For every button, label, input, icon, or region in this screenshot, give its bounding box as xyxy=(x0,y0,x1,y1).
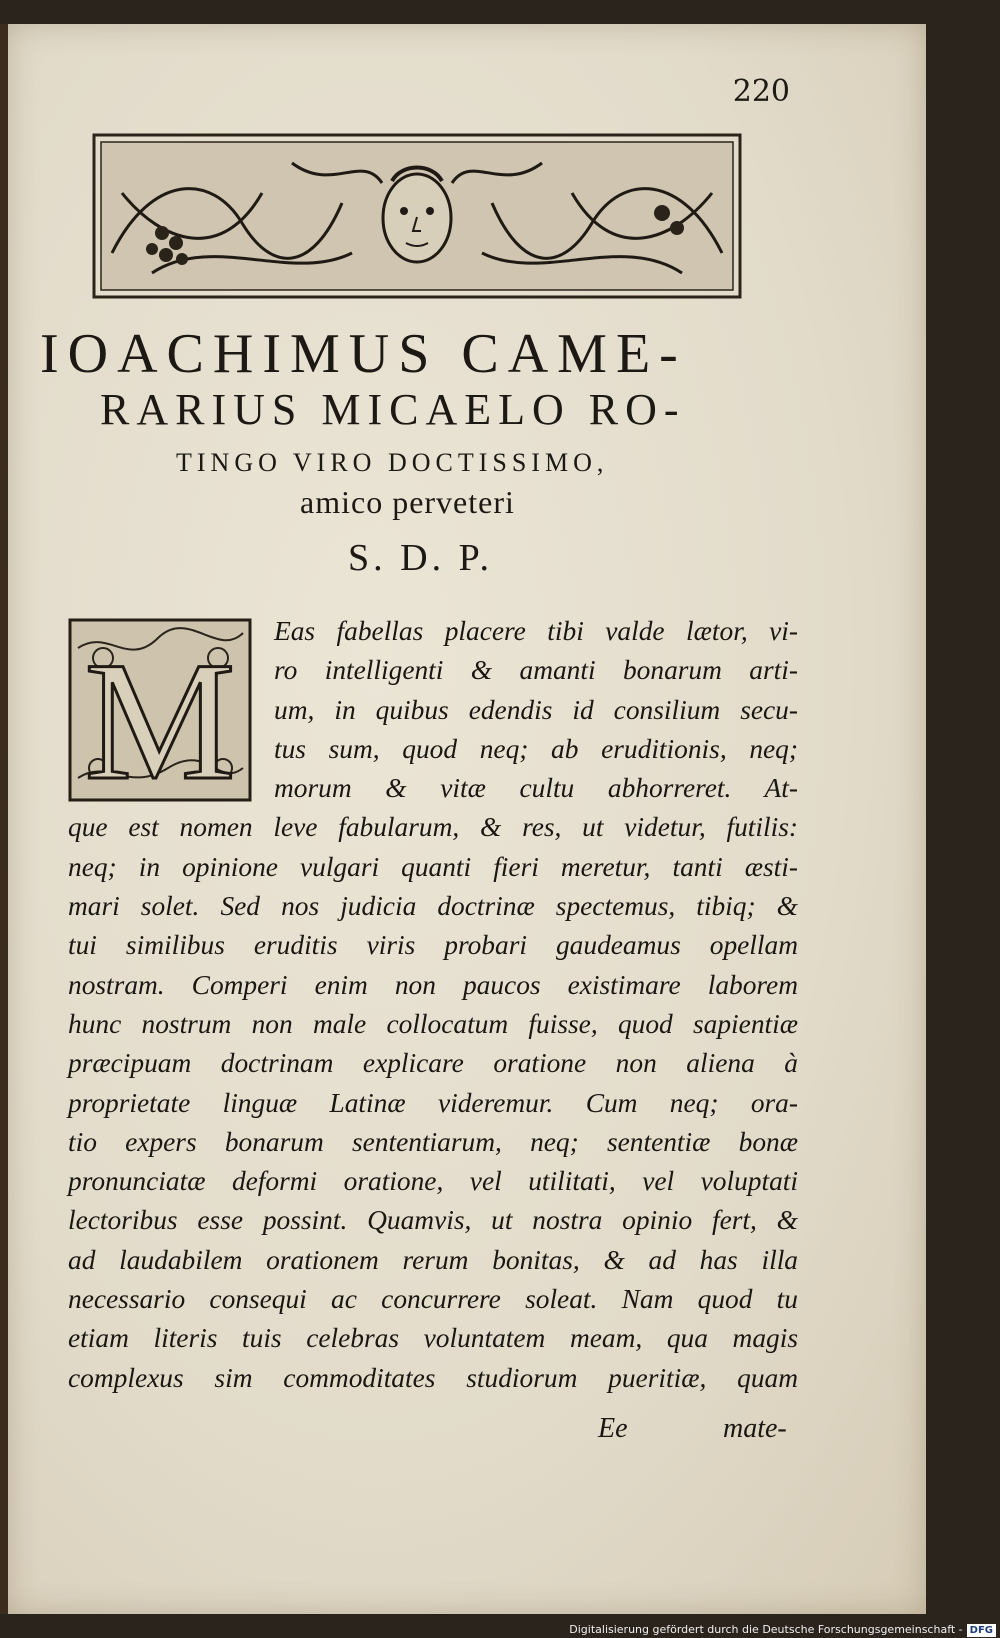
body-line: tus sum, quod neq; ab eruditionis, neq; xyxy=(274,733,798,764)
body-line: nostram. Comperi enim non paucos existimare laborem xyxy=(68,969,798,1000)
title-line-2: RARIUS MICAELO RO- xyxy=(100,385,686,434)
dfg-logo: DFG xyxy=(967,1624,996,1637)
digitization-credit xyxy=(560,1622,996,1638)
title-line-4: amico perveteri xyxy=(300,484,515,520)
body-line: necessario consequi ac concurrere soleat. Nam quod tu xyxy=(68,1284,798,1315)
title-line-1: IOACHIMUS CAME- xyxy=(40,323,687,385)
title-line-3: TINGO VIRO DOCTISSIMO, xyxy=(176,448,609,477)
svg-text:M: M xyxy=(84,627,236,802)
signature-mark: Ee xyxy=(598,1413,628,1444)
body-line: tui similibus eruditis viris probari gaudeamus opellam xyxy=(68,930,798,961)
body-line: etiam literis tuis celebras voluntatem meam, qua magis xyxy=(68,1323,798,1354)
letter-body xyxy=(68,612,798,1398)
body-line: tio expers bonarum sententiarum, neq; sententiæ bonæ xyxy=(68,1126,798,1157)
catchword: mate- xyxy=(723,1413,787,1444)
body-line: præcipuam doctrinam explicare oratione non aliena à xyxy=(68,1048,798,1079)
body-line: que est nomen leve fabularum, & res, ut videtur, futilis: xyxy=(68,812,798,843)
body-line: complexus sim commoditates studiorum pueritiæ, quam xyxy=(68,1362,798,1393)
body-line: ad laudabilem orationem rerum bonitas, & ad has illa xyxy=(68,1244,798,1275)
body-line: Eas fabellas placere tibi valde lætor, vi- xyxy=(274,616,798,646)
body-line: hunc nostrum non male collocatum fuisse, quod sapientiæ xyxy=(68,1008,798,1039)
body-line: mari solet. Sed nos judicia doctrinæ spectemus, tibiq; & xyxy=(68,891,798,922)
body-line: um, in quibus edendis id consilium secu- xyxy=(274,694,798,725)
title-line-5: S. D. P. xyxy=(348,537,493,579)
page-number: 220 xyxy=(732,74,790,109)
body-line: morum & vitæ cultu abhorreret. At- xyxy=(274,773,798,804)
footer-text: Digitalisierung gefördert durch die Deutsche Forschungsgemeinschaft - xyxy=(569,1623,963,1636)
body-line: proprietate linguæ Latinæ videremur. Cum neq; ora- xyxy=(68,1087,798,1118)
body-line: neq; in opinione vulgari quanti fieri meretur, tanti æsti- xyxy=(68,851,798,882)
body-line: ro intelligenti & amanti bonarum arti- xyxy=(274,655,798,686)
body-line: lectoribus esse possint. Quamvis, ut nostra opinio fert, & xyxy=(68,1205,798,1236)
ornamental-headpiece xyxy=(92,133,742,299)
body-line: pronunciatæ deformi oratione, vel utilitati, vel voluptati xyxy=(68,1166,798,1197)
